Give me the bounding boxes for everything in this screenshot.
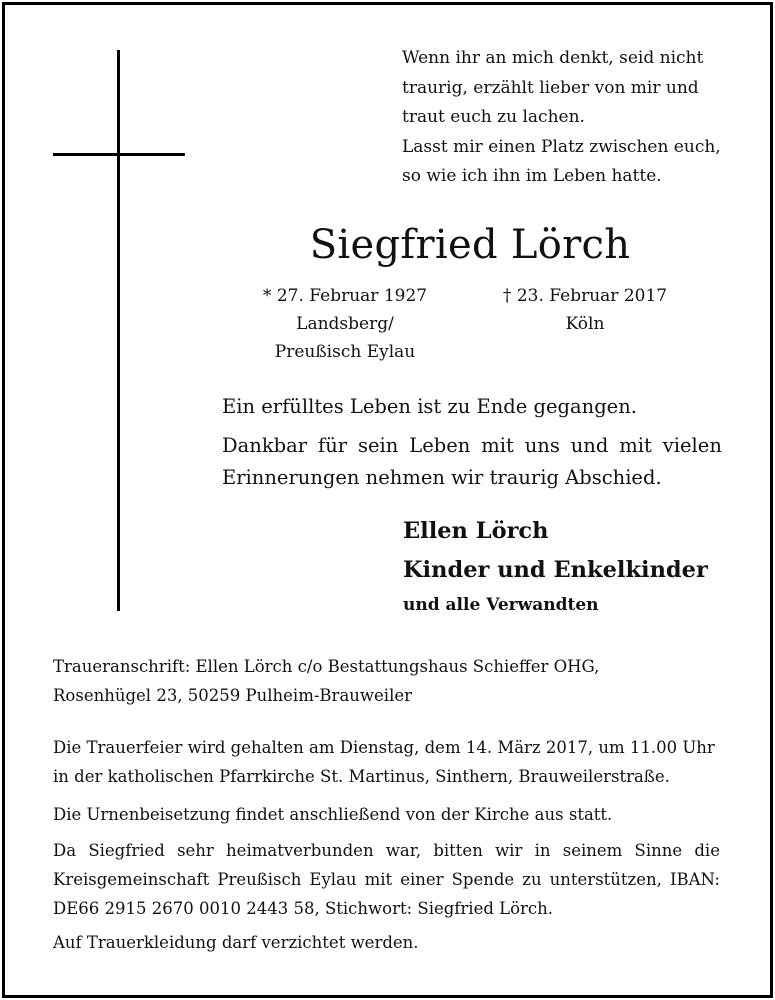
birth-info: [240, 282, 450, 366]
death-place: Köln: [565, 314, 605, 334]
ceremony-line1: Die Trauerfeier wird gehalten am Dienstag, dem 14. März 2017, um 11.00 Uhr: [53, 738, 715, 757]
message-word: Dankbar: [222, 434, 308, 457]
message-line1: Ein erfülltes Leben ist zu Ende gegangen.: [222, 395, 637, 418]
poem-line: so wie ich ihn im Leben hatte.: [402, 166, 662, 186]
urn-burial-line: Die Urnenbeisetzung findet anschließend von der Kirche aus statt.: [53, 805, 613, 824]
donation-word: mit: [364, 870, 393, 889]
signature-secondary: Kinder und Enkelkinder: [403, 557, 708, 583]
donation-word: seinem: [562, 841, 623, 860]
clothing-note-line: Auf Trauerkleidung darf verzichtet werden.: [53, 933, 419, 952]
mourning-address: [53, 652, 720, 710]
message-line2: [222, 430, 722, 462]
signature-primary: Ellen Lörch: [403, 518, 549, 544]
donation-line3: DE66 2915 2670 0010 2443 58, Stichwort: Siegfried Lörch.: [53, 899, 554, 918]
deceased-name: Siegfried Lörch: [309, 222, 631, 268]
message-word: uns: [524, 434, 560, 457]
donation-line1: [53, 836, 720, 865]
birth-date: * 27. Februar 1927: [262, 286, 428, 306]
birth-place-line1: Landsberg/: [296, 314, 394, 334]
birth-place-line2: Preußisch Eylau: [274, 342, 416, 362]
death-info: [485, 282, 685, 338]
cross-symbol-horizontal: [53, 153, 185, 156]
message-word: Leben: [409, 434, 471, 457]
message-word: und: [570, 434, 609, 457]
death-date: † 23. Februar 2017: [502, 286, 668, 306]
clothing-note: [53, 928, 720, 957]
donation-word: heimatverbunden: [226, 841, 374, 860]
donation-word: Spende: [451, 870, 515, 889]
address-line1: Traueranschrift: Ellen Lörch c/o Bestattungshaus Schieffer OHG,: [53, 657, 600, 676]
donation-word: in: [534, 841, 551, 860]
message-word: mit: [619, 434, 652, 457]
poem-line: Wenn ihr an mich denkt, seid nicht: [402, 48, 704, 68]
poem-line: traurig, erzählt lieber von mir und: [402, 77, 699, 98]
poem-line: traut euch zu lachen.: [402, 107, 585, 127]
donation-word: sehr: [177, 841, 214, 860]
donation-word: zu: [522, 870, 542, 889]
urn-burial-info: [53, 800, 720, 829]
message-word: vielen: [662, 434, 722, 457]
donation-word: die: [694, 841, 720, 860]
message-word: sein: [358, 434, 399, 457]
donation-word: Eylau: [309, 870, 357, 889]
donation-word: Sinne: [634, 841, 683, 860]
memorial-poem: [402, 44, 752, 192]
message-line3: Erinnerungen nehmen wir traurig Abschied.: [222, 466, 662, 489]
donation-word: Preußisch: [217, 870, 302, 889]
donation-word: einer: [400, 870, 444, 889]
poem-line: Lasst mir einen Platz zwischen euch,: [402, 136, 721, 157]
donation-word: unterstützen,: [549, 870, 662, 889]
cross-symbol-vertical: [117, 50, 120, 611]
address-line2: Rosenhügel 23, 50259 Pulheim-Brauweiler: [53, 686, 413, 705]
message-word: für: [317, 434, 348, 457]
donation-word: wir: [495, 841, 523, 860]
donation-word: Siegfried: [88, 841, 165, 860]
donation-word: Kreisgemeinschaft: [53, 870, 210, 889]
message-paragraph: [222, 430, 722, 494]
donation-request: [53, 836, 720, 923]
ceremony-line2: in der katholischen Pfarrkirche St. Martinus, Sinthern, Brauweilerstraße.: [53, 767, 670, 786]
donation-word: bitten: [433, 841, 483, 860]
message-word: mit: [481, 434, 514, 457]
signature-relatives: und alle Verwandten: [403, 595, 599, 615]
donation-word: IBAN:: [669, 870, 720, 889]
donation-word: Da: [53, 841, 77, 860]
ceremony-info: [53, 733, 720, 791]
donation-word: war,: [385, 841, 422, 860]
donation-line2: [53, 865, 720, 894]
